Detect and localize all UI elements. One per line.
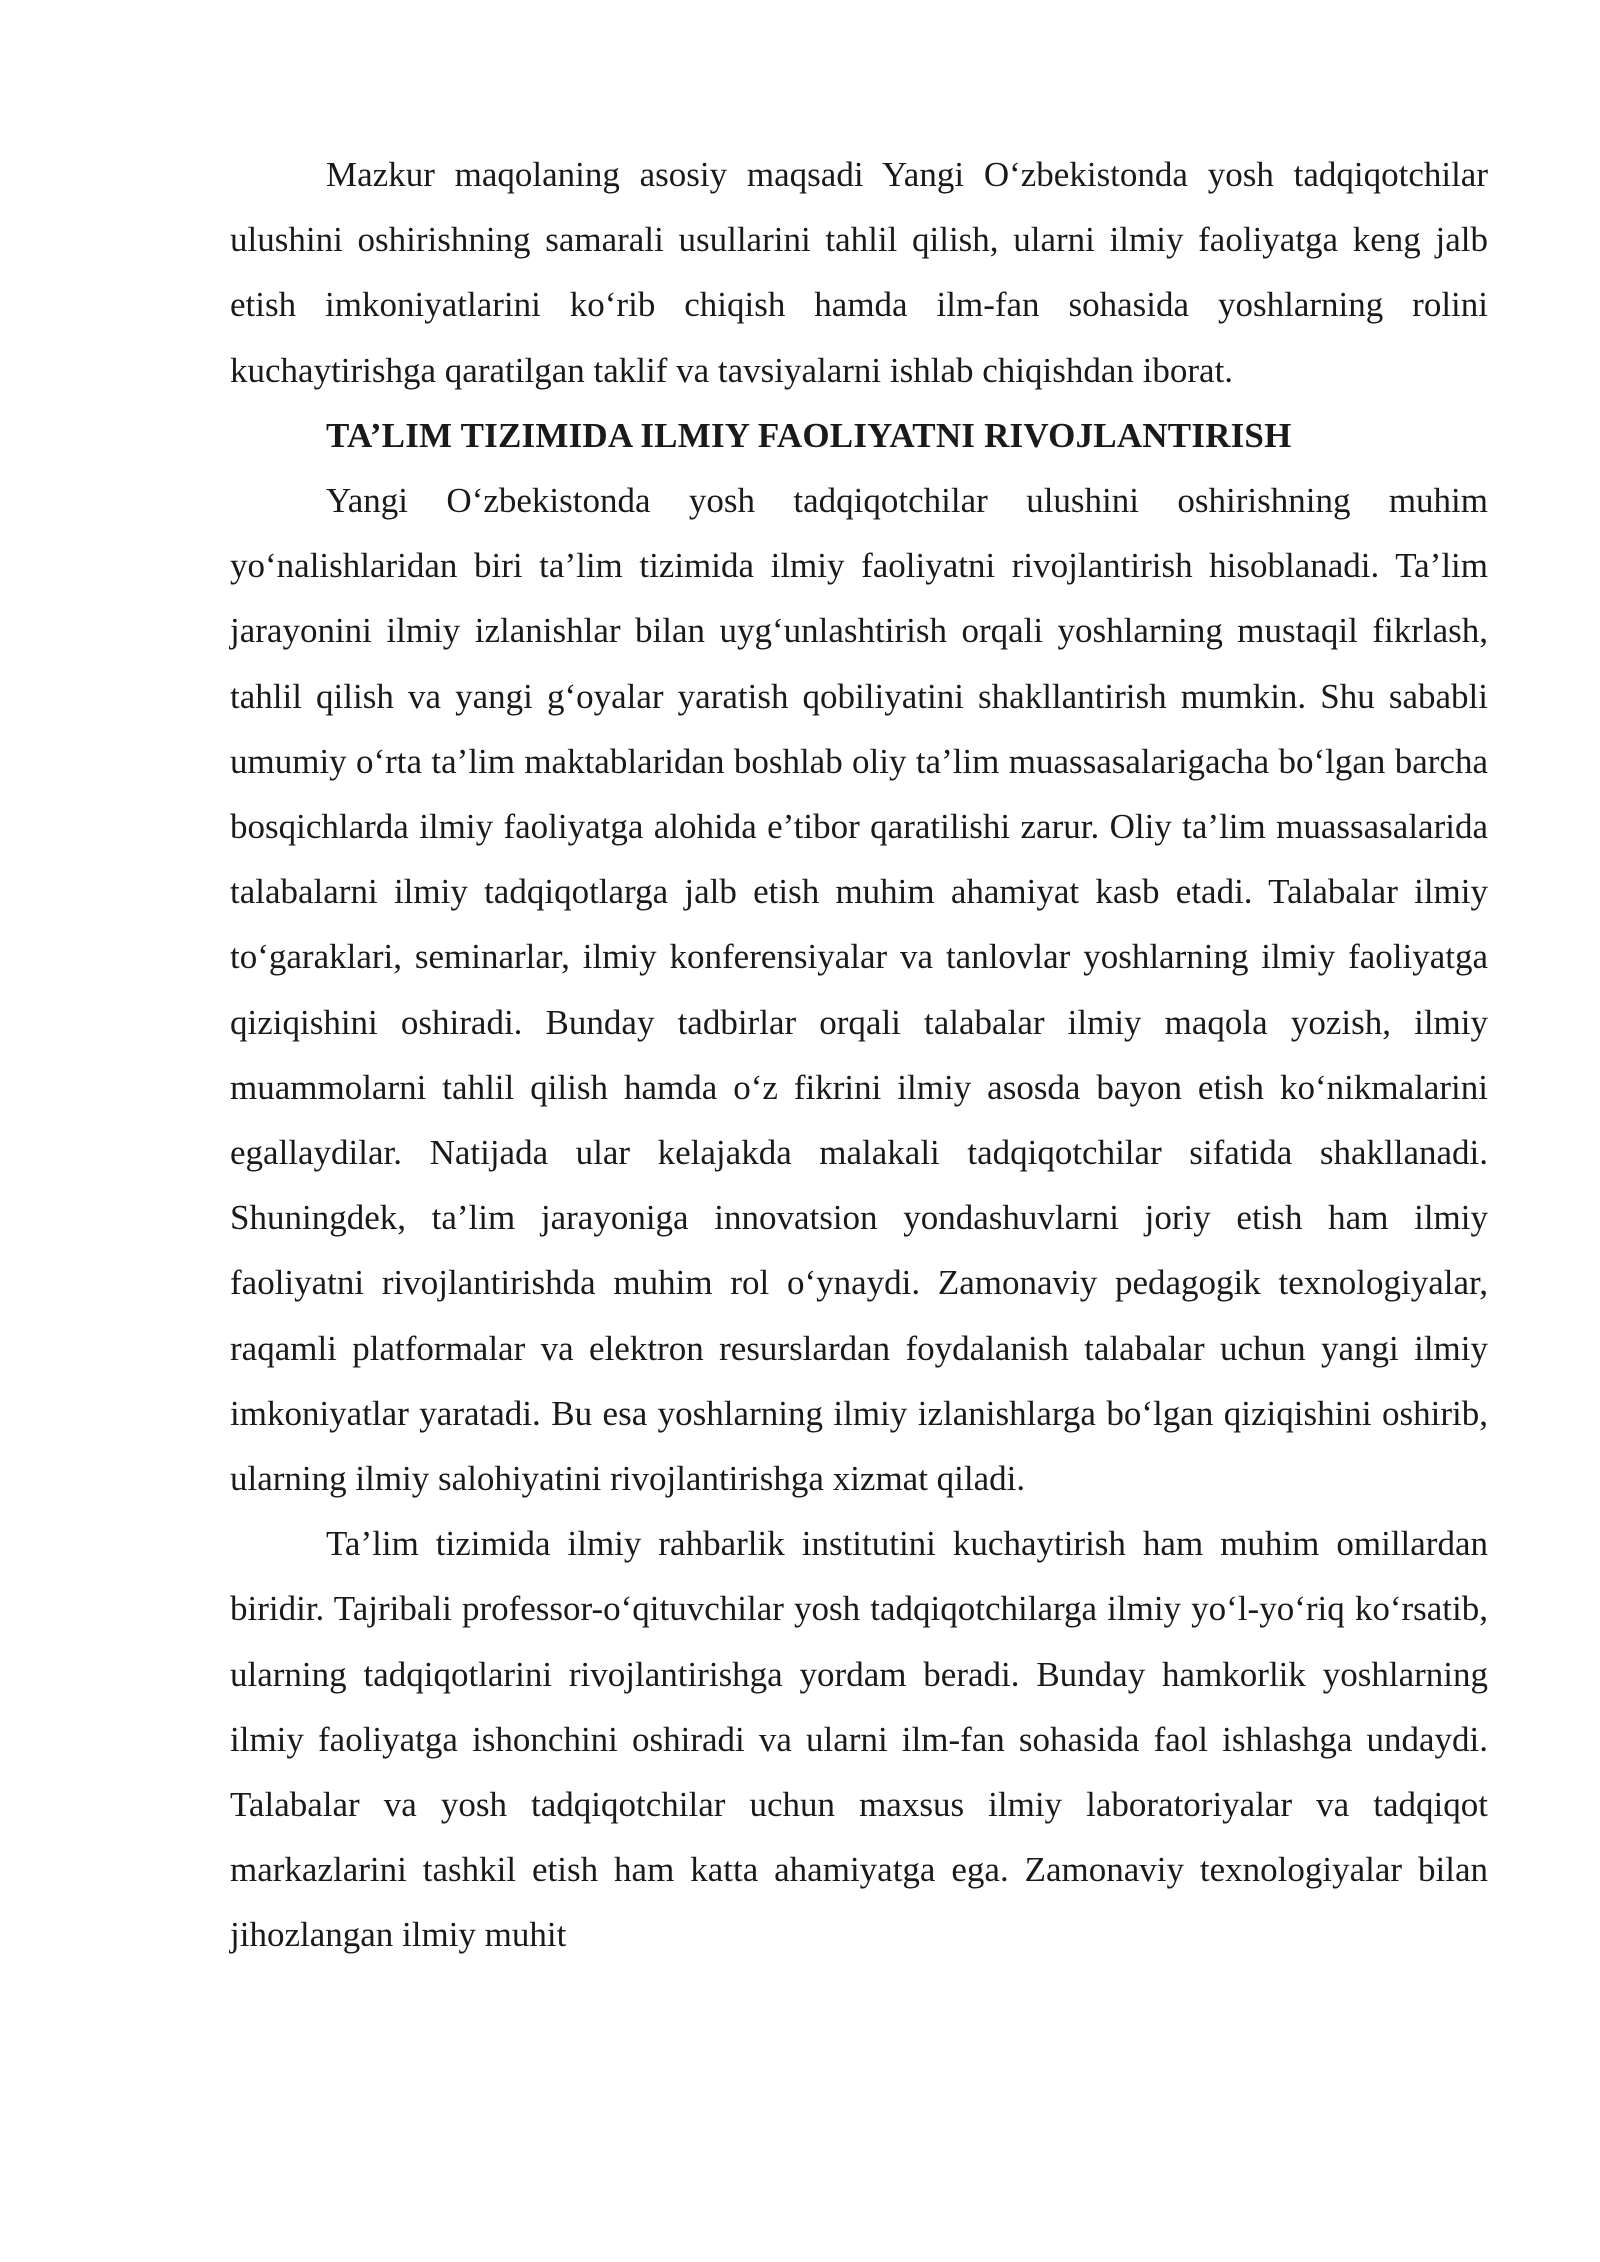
document-body: [230, 142, 1488, 1968]
intro-paragraph: Mazkur maqolaning asosiy maqsadi Yangi O‘zbekistonda yosh tadqiqotchilar ulushini oshirishning samarali usullarini tahlil qilish, ularni ilmiy faoliyatga keng jalb etish imkoniyatlarini ko‘rib chiqish hamda ilm-fan sohasida yoshlarning rolini kuchaytirishga qaratilgan taklif va tavsiyalarni ishlab chiqishdan iborat.: [230, 155, 1488, 390]
body-paragraph-2: Ta’lim tizimida ilmiy rahbarlik institutini kuchaytirish ham muhim omillardan biridir. Tajribali professor-o‘qituvchilar yosh tadqiqotchilarga ilmiy yo‘l-yo‘riq ko‘rsatib, ularning tadqiqotlarini rivojlantirishga yordam beradi. Bunday hamkorlik yoshlarning ilmiy faoliyatga ishonchini oshiradi va ularni ilm-fan sohasida faol ishlashga undaydi. Talabalar va yosh tadqiqotchilar uchun maxsus ilmiy laboratoriyalar va tadqiqot markazlarini tashkil etish ham katta ahamiyatga ega. Zamonaviy texnologiyalar bilan jihozlangan ilmiy muhit: [230, 1524, 1488, 1955]
section-heading: TA’LIM TIZIMIDA ILMIY FAOLIYATNI RIVOJLANTIRISH: [326, 415, 1292, 455]
body-paragraph-1: Yangi O‘zbekistonda yosh tadqiqotchilar ulushini oshirishning muhim yo‘nalishlaridan biri ta’lim tizimida ilmiy faoliyatni rivojlantirish hisoblanadi. Ta’lim jarayonini ilmiy izlanishlar bilan uyg‘unlashtirish orqali yoshlarning mustaqil fikrlash, tahlil qilish va yangi g‘oyalar yaratish qobiliyatini shakllantirish mumkin. Shu sababli umumiy o‘rta ta’lim maktablaridan boshlab oliy ta’lim muassasalarigacha bo‘lgan barcha bosqichlarda ilmiy faoliyatga alohida e’tibor qaratilishi zarur. Oliy ta’lim muassasalarida talabalarni ilmiy tadqiqotlarga jalb etish muhim ahamiyat kasb etadi. Talabalar ilmiy to‘garaklari, seminarlar, ilmiy konferensiyalar va tanlovlar yoshlarning ilmiy faoliyatga qiziqishini oshiradi. Bunday tadbirlar orqali talabalar ilmiy maqola yozish, ilmiy muammolarni tahlil qilish hamda o‘z fikrini ilmiy asosda bayon etish ko‘nikmalarini egallaydilar. Natijada ular kelajakda malakali tadqiqotchilar sifatida shakllanadi. Shuningdek, ta’lim jarayoniga innovatsion yondashuvlarni joriy etish ham ilmiy faoliyatni rivojlantirishda muhim rol o‘ynaydi. Zamonaviy pedagogik texnologiyalar, raqamli platformalar va elektron resurslardan foydalanish talabalar uchun yangi ilmiy imkoniyatlar yaratadi. Bu esa yoshlarning ilmiy izlanishlarga bo‘lgan qiziqishini oshirib, ularning ilmiy salohiyatini rivojlantirishga xizmat qiladi.: [230, 481, 1488, 1499]
